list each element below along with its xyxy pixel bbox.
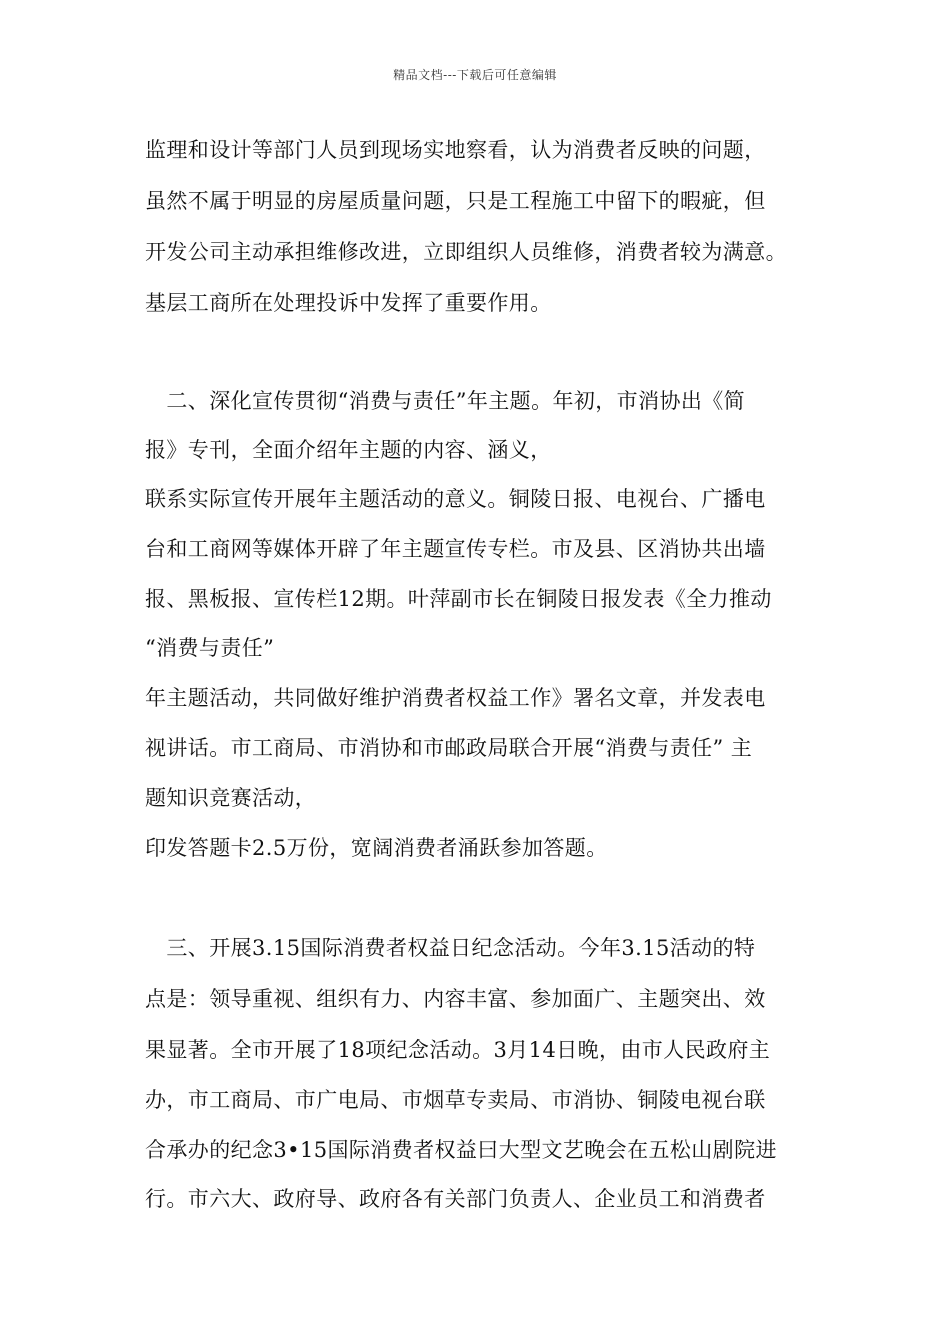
paragraph-2-line: 视讲话。市工商局、市消协和市邮政局联合开展“消费与责任” 主 [145, 736, 753, 760]
paragraph-2-line: 题知识竞赛活动， [145, 786, 317, 810]
paragraph-2-line: 年主题活动，共同做好维护消费者权益工作》署名文章，并发表电 [145, 686, 766, 710]
paragraph-2-line: 台和工商网等媒体开辟了年主题宣传专栏。市及县、区消协共出墙 [145, 537, 766, 561]
page-header: 精品文档---下载后可任意编辑 [393, 68, 557, 82]
paragraph-3-line: 点是：领导重视、组织有力、内容丰富、参加面广、主题突出、效 [145, 987, 766, 1011]
paragraph-2-line: 联系实际宣传开展年主题活动的意义。铜陵日报、电视台、广播电 [145, 487, 766, 511]
paragraph-1-line: 开发公司主动承担维修改进，立即组织人员维修，消费者较为满意。 [145, 240, 787, 264]
paragraph-3-line: 行。市六大、政府导、政府各有关部门负责人、企业员工和消费者 [145, 1187, 766, 1211]
paragraph-2-line: “消费与责任” [145, 636, 275, 660]
paragraph-2-line: 二、深化宣传贯彻“消费与责任”年主题。年初，市消协出《简 [145, 389, 746, 413]
paragraph-3-line: 三、开展3.15国际消费者权益日纪念活动。今年3.15活动的特 [145, 936, 756, 960]
paragraph-2-line: 报》专刊，全面介绍年主题的内容、涵义， [145, 438, 552, 462]
paragraph-3-line: 合承办的纪念3•15国际消费者权益曰大型文艺晚会在五松山剧院进 [145, 1138, 777, 1162]
paragraph-3-line: 果显著。全市开展了18项纪念活动。3月14日晚，由市人民政府主 [145, 1038, 771, 1062]
paragraph-1-line: 监理和设计等部门人员到现场实地察看，认为消费者反映的问题， [145, 138, 766, 162]
paragraph-3-line: 办，市工商局、市广电局、市烟草专卖局、市消协、铜陵电视台联 [145, 1088, 766, 1112]
paragraph-1-line: 基层工商所在处理投诉中发挥了重要作用。 [145, 291, 552, 315]
paragraph-2-line: 印发答题卡2.5万份，宽阔消费者涌跃参加答题。 [145, 836, 608, 860]
paragraph-1-line: 虽然不属于明显的房屋质量问题，只是工程施工中留下的暇疵，但 [145, 189, 766, 213]
paragraph-2-line: 报、黑板报、宣传栏12期。叶萍副市长在铜陵日报发表《全力推动 [145, 587, 772, 611]
